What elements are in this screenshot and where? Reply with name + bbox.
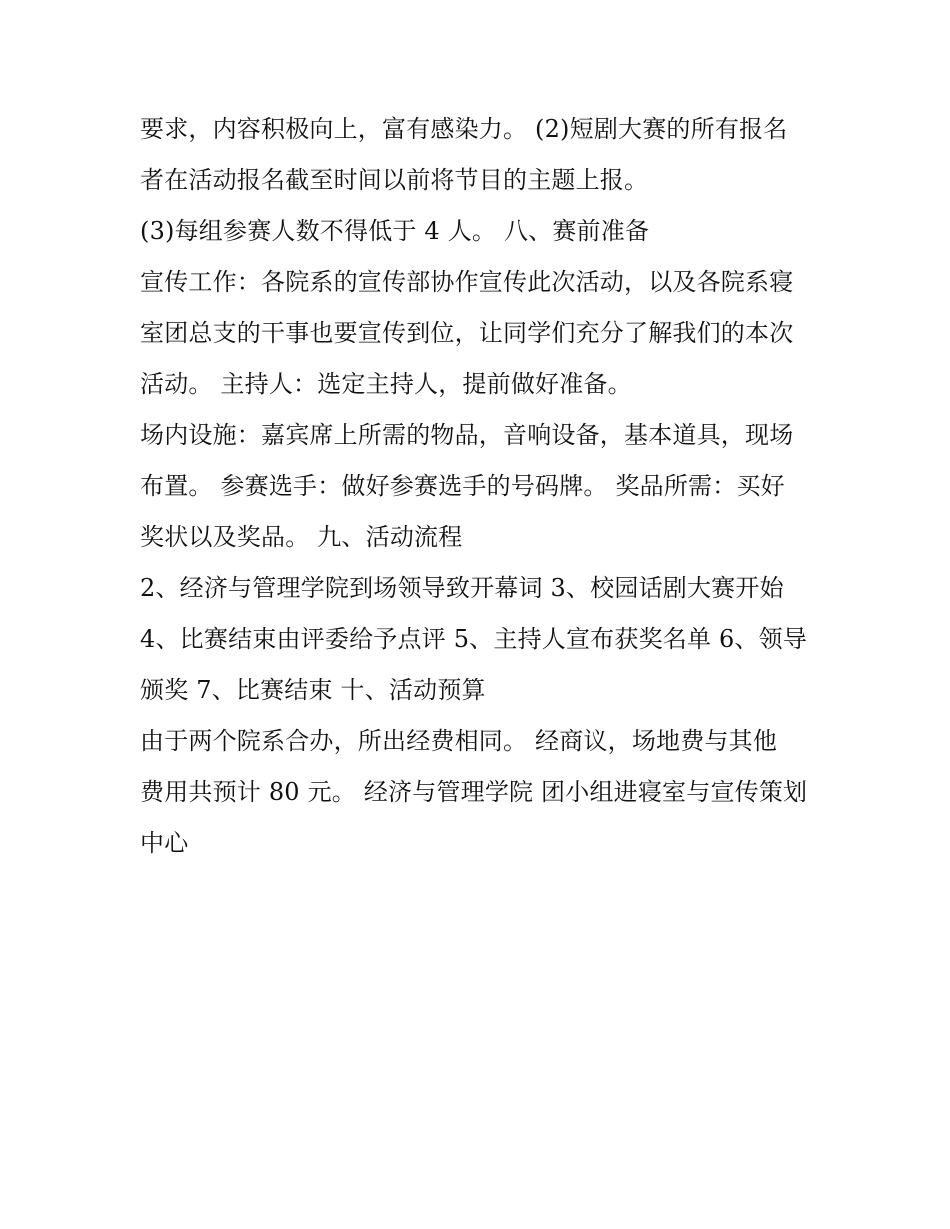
text-line: 室团总支的干事也要宣传到位，让同学们充分了解我们的本次	[140, 319, 794, 347]
text-line: (3)每组参赛人数不得低于 4 人。 八、赛前准备	[140, 217, 650, 245]
text-line: 活动。 主持人：选定主持人，提前做好准备。	[140, 370, 632, 398]
text-line: 4、比赛结束由评委给予点评 5、主持人宣布获奖名单 6、领导	[140, 625, 808, 653]
text-line: 中心	[140, 829, 189, 857]
text-line: 布置。 参赛选手：做好参赛选手的号码牌。 奖品所需：买好	[140, 472, 785, 500]
text-line: 场内设施：嘉宾席上所需的物品，音响设备，基本道具，现场	[140, 421, 794, 449]
text-line: 者在活动报名截至时间以前将节目的主题上报。	[140, 166, 649, 194]
text-line: 宣传工作：各院系的宣传部协作宣传此次活动，以及各院系寝	[140, 268, 794, 296]
text-line: 奖状以及奖品。 九、活动流程	[140, 523, 463, 551]
document-body	[140, 104, 820, 869]
text-line: 由于两个院系合办，所出经费相同。 经商议，场地费与其他	[140, 727, 778, 755]
text-line: 2、经济与管理学院到场领导致开幕词 3、校园话剧大赛开始	[140, 574, 784, 602]
text-line: 要求，内容积极向上，富有感染力。 (2)短剧大赛的所有报名	[140, 115, 788, 143]
text-line: 费用共预计 80 元。 经济与管理学院 团小组进寝室与宣传策划	[140, 778, 808, 806]
text-line: 颁奖 7、比赛结束 十、活动预算	[140, 676, 486, 704]
